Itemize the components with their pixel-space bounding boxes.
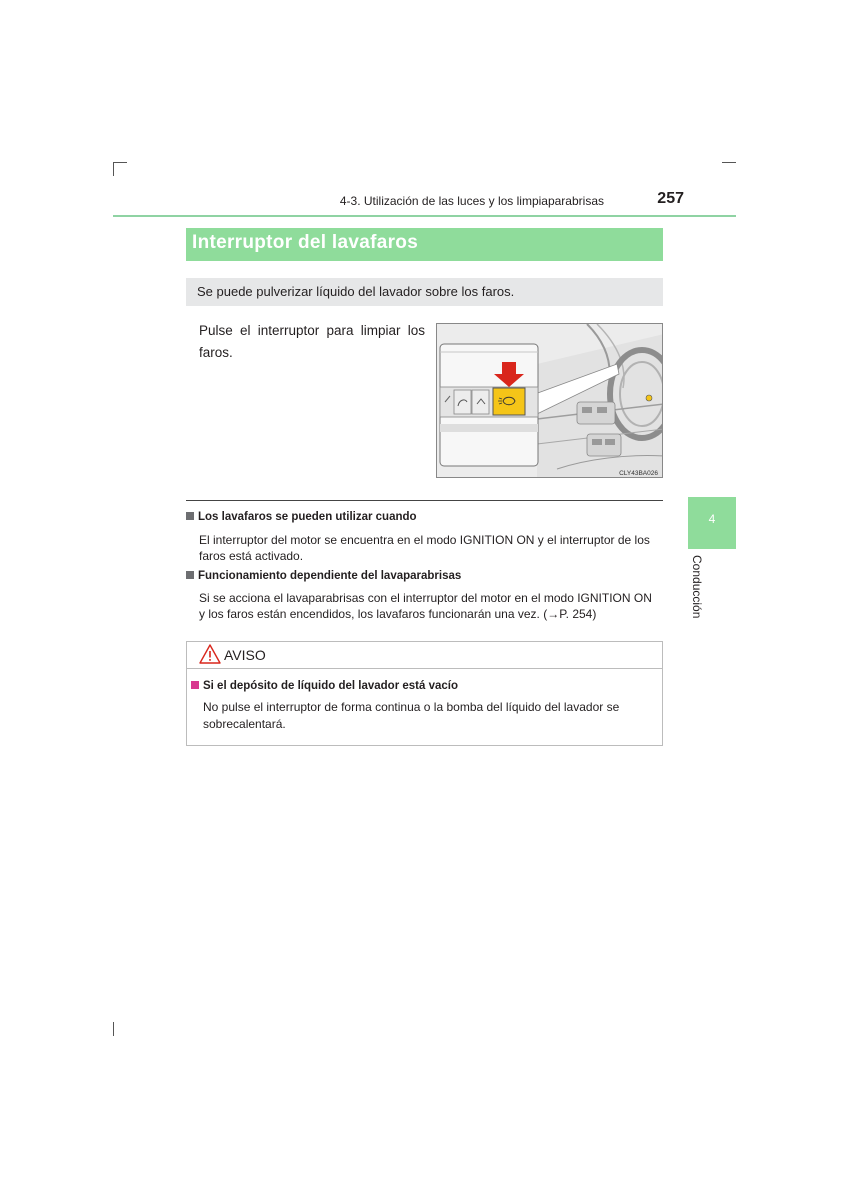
crop-mark [722,162,736,163]
running-header: 4-3. Utilización de las luces y los limpiaparabrisas [339,194,604,208]
crop-mark [113,1022,114,1036]
warning-header [187,642,662,669]
header-rule [113,215,736,217]
crop-mark [113,162,127,163]
bullet-square-icon [186,571,194,579]
note-body: El interruptor del motor se encuentra en el modo IGNITION ON y el interruptor de los faros está activado. [199,533,650,563]
warning-triangle-icon [199,644,221,664]
section-title: Interruptor del lavafaros [186,228,663,261]
page-number: 257 [657,190,684,207]
bullet-square-icon [186,512,194,520]
bullet-square-icon [191,681,199,689]
dashboard-drawing [437,324,663,478]
section-subtitle: Se puede pulverizar líquido del lavador sobre los faros. [186,278,663,306]
chapter-label [690,555,714,635]
crop-mark [113,162,114,176]
note-heading-text: Los lavafaros se pueden utilizar cuando [198,511,417,523]
note-heading [186,511,417,523]
note-heading [186,570,461,582]
warning-box [186,641,663,746]
headlamp-washer-illustration [436,323,663,478]
instruction-text: Pulse el interruptor para limpiar los faros. [199,323,425,360]
note-heading-text: Funcionamiento dependiente del lavaparabrisas [198,570,462,582]
notes-rule [186,500,663,501]
note-body: Si se acciona el lavaparabrisas con el interruptor del motor en el modo IGNITION ON y los faros están encendidos, los lavafaros funcionarán una vez. (→P. 254) [199,591,652,621]
warning-body: No pulse el interruptor de forma continua o la bomba del líquido del lavador se sobrecalentará. [203,700,620,731]
figure-code: CLY43BA026 [619,470,658,477]
chapter-label-text: Conducción [690,555,704,619]
warning-label: AVISO [224,647,266,663]
chapter-tab: 4 [688,497,736,549]
warning-heading [191,680,458,692]
warning-heading-text: Si el depósito de líquido del lavador está vacío [203,680,458,692]
